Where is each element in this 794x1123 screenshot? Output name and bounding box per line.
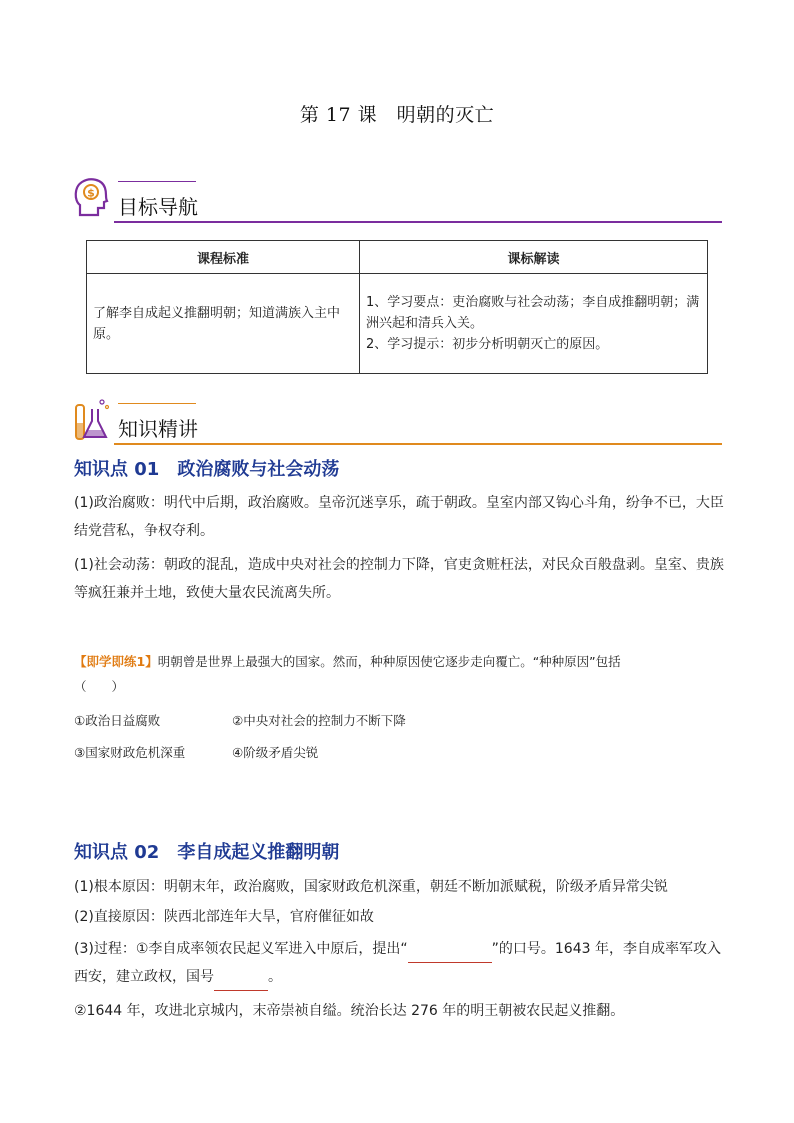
table-cell-interpretation	[360, 274, 708, 374]
exercise-tag: 【即学即练1】	[74, 654, 158, 669]
kp2-paragraph-3	[74, 935, 724, 991]
knowledge-point-2-title: 知识点 02 李自成起义推翻明朝	[74, 842, 340, 863]
interpretation-line: 2、学习提示：初步分析明朝灭亡的原因。	[366, 337, 609, 352]
lab-flask-icon	[72, 397, 110, 441]
section-label-knowledge: 知识精讲	[118, 417, 198, 441]
slogan-blank[interactable]	[408, 946, 492, 963]
answer-bracket: （ ）	[74, 679, 125, 694]
brain-dollar-icon	[72, 175, 110, 219]
section-header-knowledge	[72, 397, 722, 445]
section-label-goals: 目标导航	[118, 195, 198, 219]
kp1-paragraph-1: (1)政治腐败：明代中后期，政治腐败。皇帝沉迷享乐，疏于朝政。皇室内部又钩心斗角，纷争不已，大臣结党营私，争权夺利。	[74, 495, 724, 539]
table-cell-standard: 了解李自成起义推翻明朝；知道满族入主中原。	[87, 274, 360, 374]
regime-name-blank[interactable]	[214, 974, 268, 991]
process-text-a: (3)过程：①李自成率领农民起义军进入中原后，提出“	[74, 941, 408, 957]
kp2-paragraph-1: (1)根本原因：明朝末年，政治腐败，国家财政危机深重，朝廷不断加派赋税，阶级矛盾异常尖锐	[74, 879, 668, 895]
exercise-question: 明朝曾是世界上最强大的国家。然而，种种原因使它逐步走向覆亡。“种种原因”包括	[157, 654, 621, 669]
kp2-paragraph-4: ②1644 年，攻进北京城内，末帝崇祯自缢。统治长达 276 年的明王朝被农民起义推翻。	[74, 1003, 625, 1019]
table-header-interpretation: 课标解读	[360, 241, 708, 274]
exercise-1	[74, 650, 724, 674]
kp2-paragraph-2: (2)直接原因：陕西北部连年大旱，官府催征如故	[74, 909, 374, 925]
interpretation-line: 1、学习要点：吏治腐败与社会动荡；李自成推翻明朝；满洲兴起和清兵入关。	[366, 295, 700, 331]
option-1: ①政治日益腐败	[74, 713, 161, 728]
process-text-b: ”的口号。1643 年，李自成率军攻入西安，建立政权，国号	[74, 941, 721, 985]
process-text-c: 。	[268, 969, 282, 985]
svg-text:$: $	[87, 186, 95, 200]
table-header-standard: 课程标准	[87, 241, 360, 274]
option-2: ②中央对社会的控制力不断下降	[232, 713, 406, 728]
option-4: ④阶级矛盾尖锐	[232, 745, 319, 760]
page-title: 第 17 课 明朝的灭亡	[299, 104, 495, 126]
kp1-paragraph-2: (1)社会动荡：朝政的混乱，造成中央对社会的控制力下降，官吏贪赃枉法，对民众百般盘剥。皇室、贵族等疯狂兼并土地，致使大量农民流离失所。	[74, 557, 724, 601]
standards-table	[86, 240, 708, 374]
knowledge-point-1-title: 知识点 01 政治腐败与社会动荡	[74, 459, 340, 480]
option-3: ③国家财政危机深重	[74, 745, 186, 760]
section-header-goals	[72, 175, 722, 223]
